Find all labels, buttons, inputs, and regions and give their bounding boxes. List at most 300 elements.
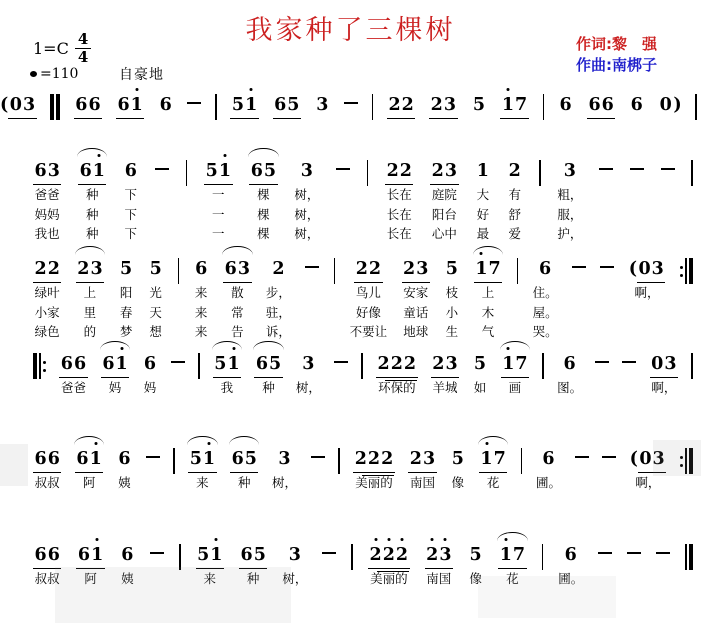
lyric: 种 <box>238 475 251 490</box>
lyric: 的 <box>83 324 97 339</box>
lyric: 光 <box>149 285 162 300</box>
scan-artifact <box>0 444 28 486</box>
barline-stroke <box>338 448 340 474</box>
note-digit: 1 <box>89 449 102 469</box>
held-dash <box>575 448 589 471</box>
note-group <box>204 160 232 183</box>
dash-mark <box>630 160 644 183</box>
barline-stroke <box>685 448 687 474</box>
note-digits <box>120 544 135 568</box>
note-digits <box>273 94 301 119</box>
lyric: 南国 <box>426 571 452 586</box>
dash-line <box>595 361 609 363</box>
lyric: 图。 <box>557 380 583 395</box>
note-group <box>431 353 459 376</box>
barline-s <box>542 544 544 570</box>
barline-s <box>542 353 544 379</box>
note-group <box>425 544 453 567</box>
slur-arc <box>500 341 530 350</box>
lyric: 绿色 <box>34 324 60 339</box>
lyric: 诉， <box>265 324 291 339</box>
note-digit: 6 <box>75 95 88 115</box>
note-digit: 2 <box>403 259 416 279</box>
barline-rb <box>33 353 46 379</box>
barline-re <box>680 448 693 474</box>
note-column <box>650 353 678 396</box>
note-digit: 2 <box>508 161 521 181</box>
note-column <box>587 94 615 117</box>
lyric: 一 <box>212 206 225 222</box>
note-digits <box>223 258 251 283</box>
note-column <box>123 160 138 242</box>
note-digit: 5 <box>287 95 300 115</box>
time-numerator: 4 <box>75 32 91 49</box>
note-digits <box>116 94 144 119</box>
barline-stroke <box>695 94 697 120</box>
note-digit: 1 <box>475 259 488 279</box>
note-group <box>299 160 314 183</box>
lyric: 阳 <box>119 285 133 300</box>
note-group <box>471 94 486 117</box>
dash-line <box>598 552 612 554</box>
barline-stroke <box>691 353 693 379</box>
note-column <box>119 258 134 340</box>
note-group <box>78 160 106 183</box>
note-digit: 5 <box>120 259 133 279</box>
held-dash <box>627 544 641 567</box>
note-group <box>562 160 577 183</box>
barline-stroke <box>186 160 188 186</box>
note-digit: 6 <box>559 95 572 115</box>
slur-arc <box>473 246 503 255</box>
held-dash <box>311 448 325 471</box>
note-group <box>271 258 286 281</box>
note-digits <box>287 544 302 568</box>
lyric: 姨 <box>118 475 131 490</box>
dash-line <box>150 552 164 554</box>
dash-line <box>187 102 201 104</box>
note-column <box>254 353 282 396</box>
note-digit: 1 <box>91 545 104 565</box>
note-group <box>273 94 301 117</box>
note-digits <box>479 448 507 473</box>
lyric: 安家 <box>403 285 429 300</box>
note-digits <box>33 258 61 283</box>
lyric: 服， <box>557 206 583 222</box>
lyric: 啊， <box>635 475 661 490</box>
barline-stroke <box>542 353 544 379</box>
note-digit: 6 <box>159 95 172 115</box>
note-group <box>354 258 382 281</box>
note-digits <box>301 353 316 377</box>
lyric: 枝 <box>445 285 459 300</box>
lyric: 长在 <box>386 187 412 202</box>
note-digits <box>498 544 526 569</box>
note-column <box>33 448 61 491</box>
held-dash <box>322 544 336 567</box>
note-digits <box>354 258 382 283</box>
note-column <box>353 448 395 491</box>
note-column <box>101 353 129 396</box>
lyric: 姨 <box>121 571 134 586</box>
slur-arc <box>75 246 105 255</box>
dash-mark <box>187 94 201 117</box>
note-digit: 2 <box>432 354 445 374</box>
note-digit: 2 <box>390 354 403 374</box>
barline-s <box>361 353 363 379</box>
note-digit: 6 <box>224 259 237 279</box>
lyric: 树， <box>282 571 308 586</box>
lyric: 童话 <box>403 304 429 320</box>
note-digits <box>271 258 286 282</box>
note-group <box>650 353 678 376</box>
dash-mark <box>599 160 613 183</box>
note-column <box>33 258 61 340</box>
note-column <box>142 353 157 396</box>
note-column <box>557 160 582 242</box>
lyric: 像 <box>451 475 465 490</box>
note-digit: 2 <box>386 161 399 181</box>
note-group <box>507 160 522 183</box>
note-digits <box>33 544 61 569</box>
barline-s <box>178 258 180 284</box>
lyric: 种 <box>86 226 99 241</box>
lyric: 最 <box>476 226 490 241</box>
note-group <box>558 94 573 117</box>
note-column <box>500 94 528 117</box>
note-digit: 6 <box>34 545 47 565</box>
note-digits <box>249 160 277 185</box>
note-column <box>501 353 529 396</box>
note-column <box>213 353 241 396</box>
note-digits <box>76 544 104 569</box>
note-column <box>402 258 430 340</box>
note-group <box>254 353 282 376</box>
barline-s <box>691 353 693 379</box>
slur-arc <box>229 436 259 445</box>
lyric: 南国 <box>409 475 435 490</box>
note-group <box>630 448 667 471</box>
dash-mark <box>656 544 670 567</box>
note-digit: 5 <box>263 161 277 181</box>
lyric: 种 <box>86 206 99 222</box>
credits <box>576 34 657 76</box>
note-digit: 2 <box>354 449 367 469</box>
barline-stroke <box>521 448 523 474</box>
note-group <box>213 353 241 376</box>
lyric: 天 <box>149 304 162 320</box>
barline-re <box>680 258 693 284</box>
note-group <box>629 258 666 281</box>
note-digits <box>78 160 106 185</box>
note-digits <box>387 94 415 119</box>
note-digits <box>254 353 282 378</box>
dash-mark <box>598 544 612 567</box>
lyric: 树， <box>272 475 298 490</box>
note-digit: 3 <box>288 545 301 565</box>
barline-s <box>367 160 369 186</box>
note-group <box>277 448 292 471</box>
note-digit: 6 <box>255 354 268 374</box>
held-dash <box>334 353 348 376</box>
note-digit: 5 <box>451 449 464 469</box>
held-dash <box>602 448 616 471</box>
note-column <box>33 544 61 587</box>
note-digits <box>230 448 258 473</box>
note-group <box>158 94 173 117</box>
lyric: 来 <box>194 304 208 320</box>
dash-line <box>334 361 348 363</box>
open-paren: ( <box>629 449 638 469</box>
note-digit: 0 <box>638 259 651 279</box>
dash-mark <box>305 258 319 281</box>
lyric: 驻， <box>265 304 291 320</box>
open-paren: ( <box>0 95 9 115</box>
held-dash <box>598 544 612 567</box>
slur-arc <box>74 436 104 445</box>
barline-stroke <box>543 94 545 120</box>
note-digit: 5 <box>189 449 202 469</box>
dash-mark <box>572 258 586 281</box>
note-column <box>376 353 418 396</box>
note-group <box>59 353 87 376</box>
note-digit: 3 <box>443 95 457 115</box>
note-digits <box>148 258 163 282</box>
note-column <box>350 258 388 340</box>
repeat-dots <box>680 258 683 284</box>
note-digits <box>475 160 490 184</box>
note-digit: 6 <box>102 354 115 374</box>
lyric: 画 <box>508 380 522 395</box>
note-digit: 2 <box>47 259 60 279</box>
dash-mark <box>155 160 169 183</box>
note-group <box>376 353 418 376</box>
note-column <box>239 544 267 587</box>
lyric: 春 <box>119 304 133 320</box>
note-group <box>76 544 104 567</box>
note-digit: 3 <box>302 354 315 374</box>
repeat-dots <box>43 353 46 379</box>
note-group <box>194 258 209 281</box>
note-digit: 6 <box>77 545 91 565</box>
note-digits <box>541 448 556 472</box>
barline-s <box>539 160 541 186</box>
dash-line <box>322 552 336 554</box>
note-digits <box>239 544 267 569</box>
held-dash <box>661 160 675 183</box>
note-digits <box>444 258 459 282</box>
note-digits <box>76 258 104 283</box>
barline-stroke <box>689 544 693 570</box>
lyric: 气 <box>481 324 495 339</box>
lyric: 下 <box>124 206 138 222</box>
barline-stroke <box>689 258 693 284</box>
dash-mark <box>602 448 616 471</box>
note-group <box>142 353 157 376</box>
note-digit: 7 <box>488 259 501 279</box>
note-digits <box>213 353 241 378</box>
dash-line <box>602 456 616 458</box>
barline-stroke <box>215 94 217 120</box>
time-denominator: 4 <box>77 48 89 66</box>
note-digit: 1 <box>480 449 493 469</box>
note-digits <box>299 160 314 184</box>
note-group <box>33 544 61 567</box>
repeat-dot <box>680 464 683 467</box>
held-dash <box>656 544 670 567</box>
note-column <box>630 448 667 491</box>
note-digit: 2 <box>409 449 422 469</box>
note-group <box>33 258 61 281</box>
lyric: 妈 <box>108 380 122 395</box>
barline-stroke <box>372 94 374 120</box>
note-digit: 1 <box>210 545 223 565</box>
note-digit: 6 <box>143 354 157 374</box>
note-digit: 1 <box>227 354 240 374</box>
lyric: 棵 <box>257 226 270 241</box>
barline-s <box>521 448 523 474</box>
barline-stroke <box>198 353 200 379</box>
note-digit: 3 <box>416 259 429 279</box>
note-digit: 0 <box>659 95 672 115</box>
note-digit: 3 <box>278 449 291 469</box>
open-paren: ( <box>628 259 637 279</box>
dash-mark <box>661 160 675 183</box>
note-digit: 1 <box>501 95 515 115</box>
held-dash <box>150 544 164 567</box>
repeat-dot <box>680 274 683 277</box>
note-group <box>120 544 135 567</box>
note-digits <box>59 353 87 378</box>
note-column <box>148 258 163 340</box>
dash-mark <box>627 544 641 567</box>
note-column <box>658 94 681 117</box>
lyric: 小 <box>445 304 459 320</box>
score-line-1 <box>0 94 697 120</box>
note-digit: 3 <box>664 354 677 374</box>
note-column <box>294 160 319 242</box>
note-column <box>296 353 321 396</box>
barline-stroke <box>56 94 60 120</box>
lyric: 圃。 <box>535 475 561 490</box>
note-column <box>188 448 216 491</box>
note-digit: 1 <box>115 354 128 374</box>
held-dash <box>599 160 613 183</box>
note-column <box>266 258 291 340</box>
dash-line <box>575 456 589 458</box>
note-group <box>444 258 459 281</box>
note-group <box>629 94 644 117</box>
note-digit: 5 <box>469 545 482 565</box>
dash-mark <box>171 353 185 376</box>
note-column <box>536 448 561 491</box>
note-digits <box>637 258 665 283</box>
note-column <box>78 160 106 242</box>
note-digits <box>507 160 522 184</box>
repeat-dot <box>680 266 683 269</box>
lyric: 啊， <box>651 380 677 395</box>
lyric: 有 <box>508 187 522 202</box>
note-column <box>429 94 457 117</box>
note-digit: 2 <box>388 95 401 115</box>
dash-line <box>622 361 636 363</box>
lyric: 树， <box>294 206 320 222</box>
note-group <box>33 160 61 183</box>
note-digit: 3 <box>90 259 103 279</box>
note-digit: 2 <box>77 259 90 279</box>
note-digits <box>315 94 330 118</box>
note-digits <box>188 448 216 473</box>
time-signature <box>75 32 91 65</box>
note-group <box>223 258 251 281</box>
note-group <box>541 448 556 471</box>
expression-marking: 自豪地 <box>119 67 164 83</box>
note-digit: 6 <box>117 95 130 115</box>
lyric: 来 <box>203 571 217 586</box>
note-digit: 5 <box>473 354 487 374</box>
note-column <box>368 544 410 587</box>
key-label: 1=C <box>33 39 69 58</box>
note-digit: 5 <box>149 259 162 279</box>
slur-arc <box>187 436 217 445</box>
note-digit: 6 <box>60 354 73 374</box>
note-column <box>431 353 459 396</box>
note-group <box>429 94 457 117</box>
note-group <box>76 258 104 281</box>
lyric: 住。 <box>532 285 558 300</box>
lyric: 上 <box>481 285 495 300</box>
note-group <box>148 258 163 281</box>
note-digit: 2 <box>381 449 394 469</box>
note-digits <box>558 94 573 118</box>
note-column <box>158 94 173 117</box>
barline-stroke <box>50 94 54 120</box>
lyric: 美丽的 <box>370 571 408 586</box>
note-digit: 5 <box>205 161 218 181</box>
composer-credit: 作曲:南梆子 <box>576 56 657 74</box>
lyric: 圃。 <box>558 571 584 586</box>
note-group <box>387 94 415 117</box>
note-digit: 3 <box>651 259 664 279</box>
barline-s <box>173 448 175 474</box>
note-group <box>75 448 103 471</box>
tempo-marking <box>30 66 78 82</box>
lyric: 啊， <box>634 285 660 300</box>
note-column <box>230 448 258 491</box>
repeat-dot <box>43 369 46 372</box>
dash-line <box>661 168 675 170</box>
note-digit: 6 <box>564 545 577 565</box>
lyric: 如 <box>473 380 487 395</box>
note-digit: 6 <box>34 161 47 181</box>
lyric: 种 <box>246 571 260 586</box>
barline-s <box>334 258 336 284</box>
note-column <box>450 448 465 491</box>
note-digits <box>117 448 132 472</box>
lyric: 好 <box>476 206 490 222</box>
barline-s <box>517 258 519 284</box>
note-column <box>558 94 573 117</box>
lyric: 小家 <box>34 304 60 320</box>
note-group <box>230 448 258 471</box>
lyric: 粗， <box>557 187 583 202</box>
note-digit: 6 <box>76 449 89 469</box>
note-group <box>249 160 277 183</box>
note-digit: 6 <box>231 449 244 469</box>
note-digits <box>8 94 36 119</box>
barline-stroke <box>691 160 693 186</box>
lyric: 好像 <box>355 304 381 320</box>
